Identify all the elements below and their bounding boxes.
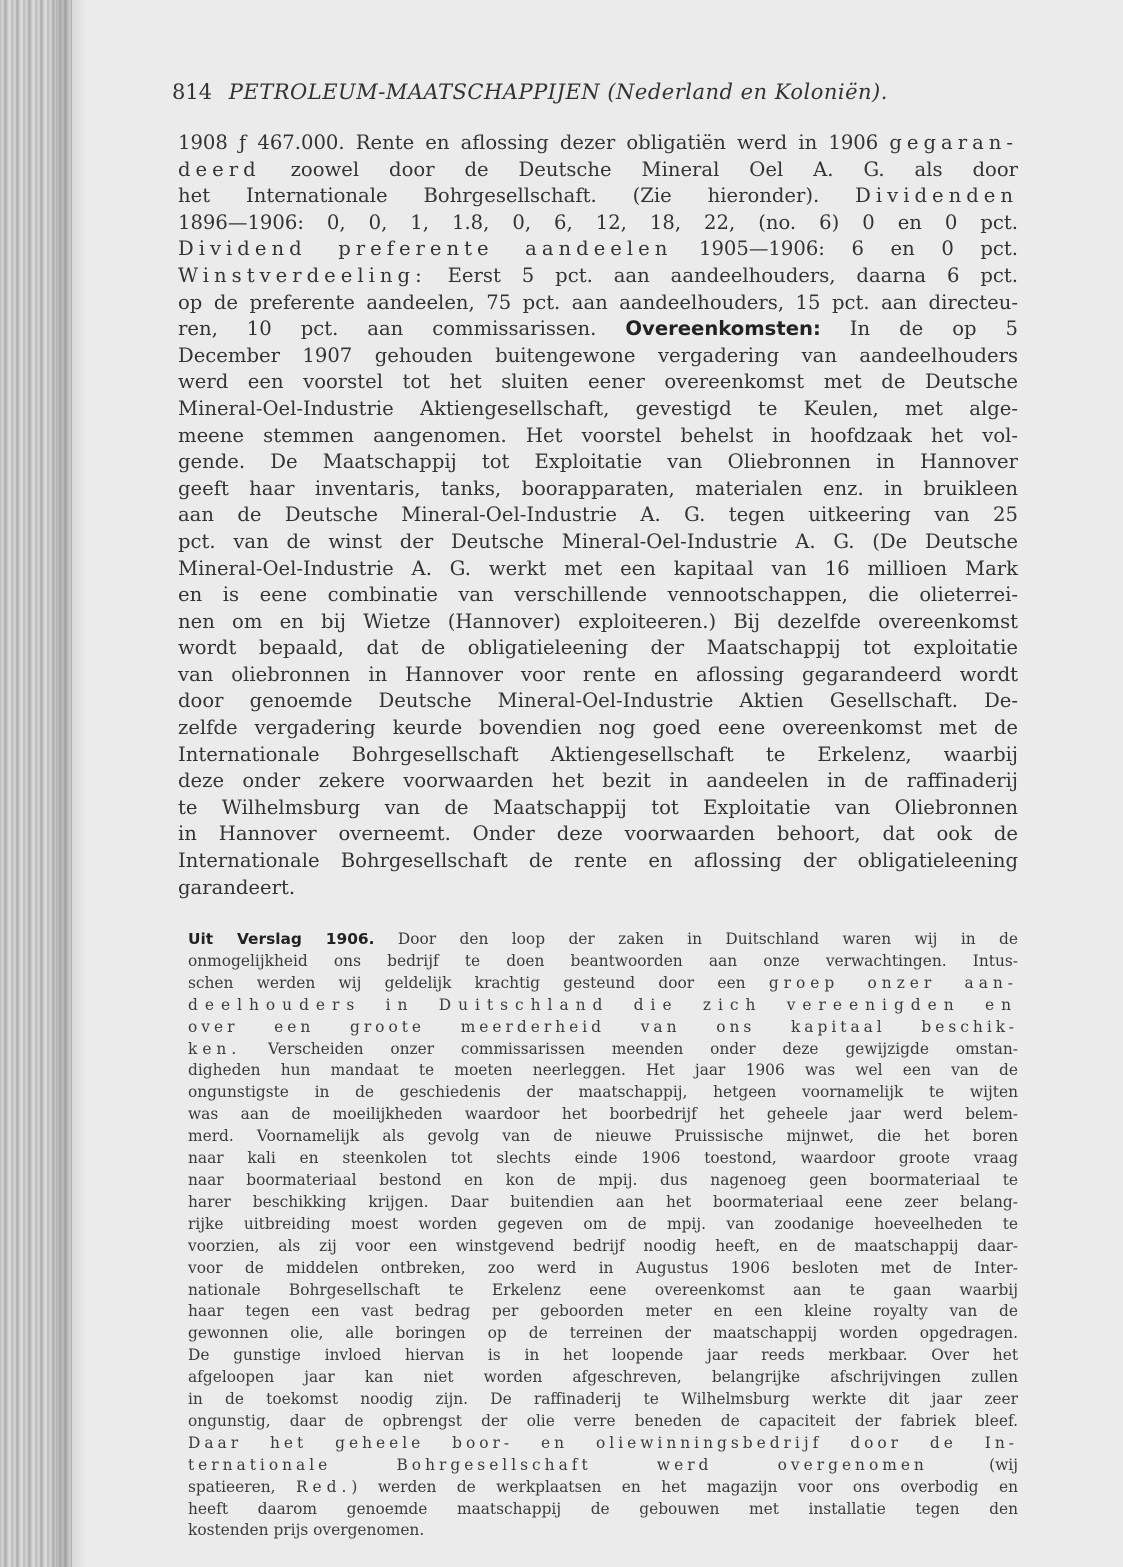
text-line bbox=[178, 343, 1018, 370]
text-line bbox=[178, 263, 1018, 290]
text-line bbox=[178, 635, 1018, 662]
spaced-emphasis: ken. bbox=[188, 1039, 242, 1058]
text-run: Door den loop der zaken in Duitschland waren wij in de bbox=[374, 930, 1019, 948]
running-title: PETROLEUM-MAATSCHAPPIJEN (Nederland en Koloniën). bbox=[228, 80, 888, 104]
text-run: voorzien, als zij voor een winstgevend bedrijf noodig heeft, en de maatschappij daar- bbox=[188, 1236, 1018, 1255]
text-line bbox=[178, 130, 1018, 157]
text-line bbox=[188, 1433, 1018, 1455]
text-run: in de toekomst noodig zijn. De raffinaderij te Wilhelmsburg werkte dit jaar zeer bbox=[188, 1390, 1018, 1409]
text-line bbox=[178, 688, 1018, 715]
text-run: meene stemmen aangenomen. Het voorstel behelst in hoofdzaak het vol- bbox=[178, 423, 1018, 447]
text-run: ren, 10 pct. aan commissarissen. bbox=[178, 317, 626, 341]
text-run: te Wilhelmsburg van de Maatschappij tot Exploitatie van Oliebronnen bbox=[178, 795, 1018, 819]
text-run: merd. Voornamelijk als gevolg van de nieuwe Pruissische mijnwet, die het boren bbox=[188, 1127, 1018, 1146]
text-line bbox=[188, 1192, 1018, 1214]
text-run: Eerst 5 pct. aan aandeelhouders, daarna 6 pct. bbox=[426, 263, 1018, 287]
text-line bbox=[178, 502, 1018, 529]
text-run: op de preferente aandeelen, 75 pct. aan aandeelhouders, 15 pct. aan directeu- bbox=[178, 290, 1018, 314]
text-line bbox=[178, 476, 1018, 503]
text-line bbox=[178, 183, 1018, 210]
text-run: heeft daarom genoemde maatschappij de gebouwen met installatie tegen den bbox=[188, 1499, 1018, 1518]
text-line bbox=[188, 973, 1018, 995]
spaced-emphasis: gegaran- bbox=[889, 131, 1018, 154]
binding-shadow bbox=[56, 0, 86, 1567]
text-run: zoowel door de Deutsche Mineral Oel A. G. als door bbox=[260, 157, 1018, 181]
text-line bbox=[188, 1017, 1018, 1039]
text-line bbox=[188, 1214, 1018, 1236]
text-run: Internationale Bohrgesellschaft Aktiengesellschaft te Erkelenz, waarbij bbox=[178, 742, 1018, 766]
section-heading: Uit Verslag 1906. bbox=[188, 930, 375, 948]
text-run: Verscheiden onzer commissarissen meenden onder deze gewijzigde omstan- bbox=[241, 1039, 1018, 1058]
spaced-emphasis: ternationale Bohrgesellschaft werd overgenomen bbox=[188, 1455, 928, 1474]
text-run: In de op 5 bbox=[820, 317, 1018, 341]
text-run: ) werden de werkplaatsen en het magazijn voor ons overbodig en bbox=[351, 1477, 1018, 1496]
main-body-text bbox=[178, 130, 1018, 901]
text-line bbox=[188, 1499, 1018, 1521]
text-line bbox=[178, 848, 1018, 875]
text-line bbox=[188, 1301, 1018, 1323]
page-number: 814 bbox=[172, 80, 213, 104]
text-line bbox=[178, 821, 1018, 848]
text-run: kostenden prijs overgenomen. bbox=[188, 1521, 425, 1540]
text-line bbox=[188, 1411, 1018, 1433]
text-run: Mineral-Oel-Industrie Aktiengesellschaft, gevestigd te Keulen, met alge- bbox=[178, 396, 1018, 420]
text-line bbox=[178, 316, 1018, 343]
text-run: Mineral-Oel-Industrie A. G. werkt met een kapitaal van 16 millioen Mark bbox=[178, 556, 1018, 580]
text-line bbox=[188, 995, 1018, 1017]
text-run: Internationale Bohrgesellschaft de rente en aflossing der obligatieleening bbox=[178, 849, 1018, 873]
text-line bbox=[178, 236, 1018, 263]
text-run: pct. van de winst der Deutsche Mineral-Oel-Industrie A. G. (De Deutsche bbox=[178, 529, 1018, 553]
text-line bbox=[188, 951, 1018, 973]
text-run: en is eene combinatie van verschillende vennootschappen, die olieterrei- bbox=[178, 583, 1018, 607]
text-line bbox=[178, 875, 1018, 902]
spaced-emphasis: Red. bbox=[295, 1477, 352, 1496]
text-run: het Internationale Bohrgesellschaft. (Zie hieronder). bbox=[178, 184, 856, 208]
spaced-emphasis: groep onzer aan- bbox=[768, 973, 1018, 992]
spaced-emphasis: Winstverdeeling: bbox=[178, 263, 427, 287]
text-line bbox=[178, 529, 1018, 556]
text-line bbox=[188, 1258, 1018, 1280]
text-run: gende. De Maatschappij tot Exploitatie van Oliebronnen in Hannover bbox=[178, 450, 1018, 474]
text-run: zelfde vergadering keurde bovendien nog goed eene overeenkomst met de bbox=[178, 716, 1018, 740]
text-line bbox=[188, 1170, 1018, 1192]
text-run: digheden hun mandaat te moeten neerleggen. Het jaar 1906 was wel een van de bbox=[188, 1061, 1018, 1080]
text-run: nen om en bij Wietze (Hannover) exploiteeren.) Bij dezelfde overeenkomst bbox=[178, 609, 1018, 633]
text-run: wordt bepaald, dat de obligatieleening der Maatschappij tot exploitatie bbox=[178, 636, 1018, 660]
text-run: rijke uitbreiding moest worden gegeven om de mpij. van zoodanige hoeveelheden te bbox=[188, 1214, 1018, 1233]
text-line bbox=[178, 157, 1018, 184]
text-run: naar boormateriaal bestond en kon de mpij. dus nagenoeg geen boormateriaal te bbox=[188, 1170, 1018, 1189]
text-line bbox=[188, 1280, 1018, 1302]
text-line bbox=[188, 1367, 1018, 1389]
text-line bbox=[188, 1082, 1018, 1104]
text-line bbox=[188, 1126, 1018, 1148]
text-line bbox=[188, 1455, 1018, 1477]
section-heading: Overeenkomsten: bbox=[625, 317, 821, 341]
text-run: was aan de moeilijkheden waardoor het boorbedrijf het geheele jaar werd belem- bbox=[188, 1105, 1018, 1124]
text-run: ongunstigste in de geschiedenis der maatschappij, hetgeen voornamelijk te wijten bbox=[188, 1083, 1018, 1102]
text-line bbox=[188, 1345, 1018, 1367]
text-run: (wij bbox=[927, 1455, 1018, 1474]
text-run: December 1907 gehouden buitengewone vergadering van aandeelhouders bbox=[178, 343, 1018, 367]
text-line bbox=[178, 210, 1018, 237]
text-run: in Hannover overneemt. Onder deze voorwaarden behoort, dat ook de bbox=[178, 822, 1018, 846]
spaced-emphasis: Dividend preferente aandeelen bbox=[178, 237, 673, 261]
text-line bbox=[188, 929, 1018, 951]
text-run: schen werden wij geldelijk krachtig gesteund door een bbox=[188, 973, 769, 992]
text-run: afgeloopen jaar kan niet worden afgeschreven, belangrijke afschrijvingen zullen bbox=[188, 1368, 1018, 1387]
text-run: garandeert. bbox=[178, 875, 296, 899]
text-line bbox=[188, 1520, 1018, 1542]
text-run: naar kali en steenkolen tot slechts einde 1906 toestond, waardoor groote vraag bbox=[188, 1149, 1018, 1168]
text-line bbox=[178, 795, 1018, 822]
text-line bbox=[188, 1389, 1018, 1411]
text-line bbox=[188, 1236, 1018, 1258]
text-line bbox=[178, 369, 1018, 396]
spaced-emphasis: Daar het geheele boor- en oliewinningsbedrijf door de In- bbox=[188, 1433, 1018, 1452]
text-run: 1905—1906: 6 en 0 pct. bbox=[672, 237, 1018, 261]
text-line bbox=[188, 1060, 1018, 1082]
text-line bbox=[178, 742, 1018, 769]
text-line bbox=[178, 290, 1018, 317]
text-run: van oliebronnen in Hannover voor rente en aflossing gegarandeerd wordt bbox=[178, 662, 1018, 686]
text-run: 1896—1906: 0, 0, 1, 1.8, 0, 6, 12, 18, 22, (no. 6) 0 en 0 pct. bbox=[178, 210, 1018, 234]
text-run: aan de Deutsche Mineral-Oel-Industrie A. G. tegen uitkeering van 25 bbox=[178, 503, 1018, 527]
text-line bbox=[178, 423, 1018, 450]
text-line bbox=[178, 396, 1018, 423]
text-run: harer beschikking krijgen. Daar buitendien aan het boormateriaal eene zeer belang- bbox=[188, 1192, 1018, 1211]
text-run: voor de middelen ontbreken, zoo werd in Augustus 1906 besloten met de Inter- bbox=[188, 1258, 1018, 1277]
text-line bbox=[178, 449, 1018, 476]
report-excerpt-1906 bbox=[188, 929, 1018, 1542]
text-run: deze onder zekere voorwaarden het bezit in aandeelen in de raffinaderij bbox=[178, 769, 1018, 793]
text-line bbox=[188, 1104, 1018, 1126]
text-run: ongunstig, daar de opbrengst der olie verre beneden de capaciteit der fabriek bleef. bbox=[188, 1411, 1018, 1430]
text-line bbox=[178, 768, 1018, 795]
text-run: onmogelijkheid ons bedrijf te doen beantwoorden aan onze verwachtingen. Intus- bbox=[188, 951, 1018, 970]
text-run: De gunstige invloed hiervan is in het loopende jaar reeds merkbaar. Over het bbox=[188, 1346, 1018, 1365]
spaced-emphasis: over een groote meerderheid van ons kapitaal beschik- bbox=[188, 1017, 1018, 1036]
text-run: werd een voorstel tot het sluiten eener overeenkomst met de Deutsche bbox=[178, 370, 1018, 394]
text-run: spatieeren, bbox=[188, 1477, 296, 1496]
text-run: gewonnen olie, alle boringen op de terreinen der maatschappij worden opgedragen. bbox=[188, 1324, 1018, 1343]
text-line bbox=[178, 582, 1018, 609]
text-run: haar tegen een vast bedrag per geboorden meter en een kleine royalty van de bbox=[188, 1302, 1018, 1321]
running-header bbox=[172, 80, 1032, 104]
spaced-emphasis: deerd bbox=[178, 157, 261, 181]
text-line bbox=[178, 662, 1018, 689]
text-run: 1908 ƒ 467.000. Rente en aflossing dezer obligatiën werd in 1906 bbox=[178, 131, 890, 154]
text-run: door genoemde Deutsche Mineral-Oel-Industrie Aktien Gesellschaft. De- bbox=[178, 689, 1018, 713]
text-line bbox=[178, 609, 1018, 636]
text-line bbox=[188, 1039, 1018, 1061]
text-run: geeft haar inventaris, tanks, boorapparaten, materialen enz. in bruikleen bbox=[178, 476, 1018, 500]
spaced-emphasis: Dividenden bbox=[855, 184, 1018, 208]
text-line bbox=[188, 1148, 1018, 1170]
text-line bbox=[188, 1477, 1018, 1499]
text-line bbox=[188, 1323, 1018, 1345]
text-line bbox=[178, 556, 1018, 583]
text-line bbox=[178, 715, 1018, 742]
text-run: nationale Bohrgesellschaft te Erkelenz eene overeenkomst aan te gaan waarbij bbox=[188, 1280, 1018, 1299]
spaced-emphasis: deelhouders in Duitschland die zich vereenigden en bbox=[188, 995, 1018, 1014]
